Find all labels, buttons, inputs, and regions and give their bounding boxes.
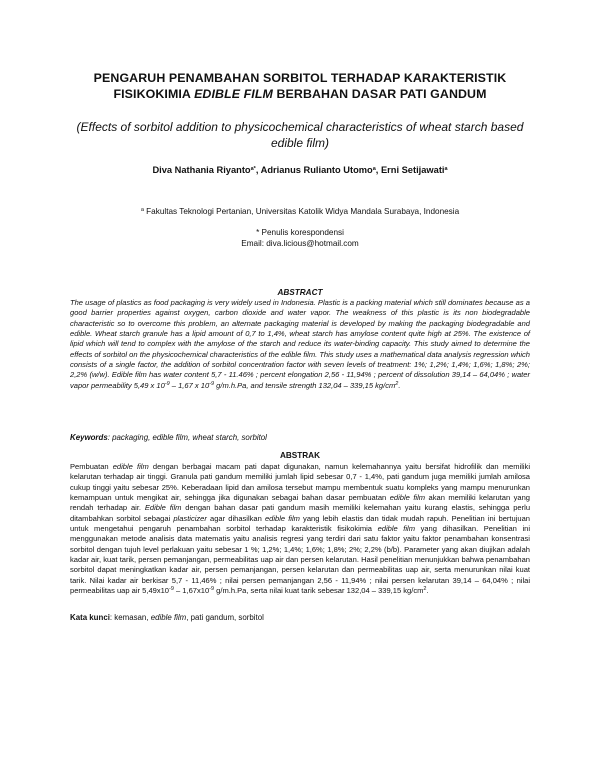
abstrak-exp: 2 [423, 586, 427, 593]
abstrak-em: plasticizer [173, 513, 207, 523]
abstract-mid-2: g/m.h.Pa, and tensile strength 132,04 – 339,15 kg/cm [214, 380, 396, 390]
abstrak-exp: -9 [169, 586, 174, 593]
abstrak-heading: ABSTRAK [279, 451, 321, 460]
abstract-heading: ABSTRACT [277, 288, 323, 297]
abstrak-part: g/m.h.Pa, serta nilai kuat tarik sebesar 132,04 – 339,15 kg/cm [214, 586, 424, 596]
abstrak-part: . [426, 586, 429, 596]
author-1-sup: a* [250, 166, 256, 172]
abstrak-part: agar dihasilkan [206, 513, 265, 523]
title-line-2-post: BERBAHAN DASAR PATI GANDUM [272, 87, 487, 101]
affiliation-sup: a [140, 207, 144, 213]
abstract-mid: – 1,67 x 10 [169, 380, 210, 390]
abstrak-exp: -9 [209, 586, 215, 593]
keywords-english [70, 433, 530, 443]
keywords-en-label: Keywords [70, 433, 108, 442]
abstrak-em: Edible film [144, 503, 182, 513]
abstract-exp-3: 2 [395, 380, 399, 387]
abstract-main: The usage of plastics as food packaging is very widely used in Indonesia. Plastic is a packing material which still dominates because as a good barrier properties against oxygen, carbon dioxide and water vapor. The weakness of this plastic is its non biodegradable characteristic so to overcome this problem, an alternate packaging material is developed by making the packaging biodegradable and edible. Wheat starch granule has a lipid amount of 0,7 to 1,4%, wheat starch has amylose content quite high at 25%. The existence of lipid which will tend to complex with the amylose of the starch and reduce its water-binding capacity. This study aimed to determine the effects of sorbitol on the physicochemical characteristics of the edible film. This study uses a mathematical data analysis regression which consists of a single factor, the addition of sorbitol concentration factor with seven levels of treatment: 1%; 1,2%; 1,4%; 1,6%; 1,8%; 2%; 2,2% (w/w). Edible film has water content 5,7 - 11.46% ; percent elongation 2,56 - 11,94% ; percent of dissolution 39,14 – 64,04% ; water vapor permeability 5,49 x 10 [70, 298, 530, 390]
abstrak-em: edible film [264, 513, 300, 523]
author-2-sup: a [372, 166, 376, 172]
title-line-2-pre: FISIKOKIMIA [113, 87, 195, 101]
abstrak-em: edible film [112, 462, 149, 471]
abstract-text [70, 298, 530, 391]
abstrak-part: yang lebih elastis dan tidak mudah rapuh. Penelitian ini bertujuan untuk mengetahui pengaruh penambahan sorbitol terhadap karakteristik fisikokimia [70, 513, 530, 534]
title-line-2-em: EDIBLE FILM [194, 87, 273, 101]
keywords-id-3: , pati gandum, sorbitol [186, 613, 264, 622]
paper-title [40, 70, 560, 102]
keywords-indonesian [70, 613, 530, 623]
author-2: , Adrianus Rulianto Utomo [255, 165, 373, 175]
abstract-end: . [398, 380, 401, 390]
author-list [40, 164, 560, 176]
corresponding-note: * Penulis korespondensi [256, 228, 344, 237]
affiliation-text: Fakultas Teknologi Pertanian, Universitas Katolik Widya Mandala Surabaya, Indonesia [143, 207, 460, 216]
author-3-sup: a [444, 166, 448, 172]
abstrak-part: yang dihasilkan. Penelitian ini menggunakan metode analisis data matematis yaitu analisis regresi yang terdiri dari satu faktor yaitu faktor penambahan konsentrasi sorbitol dengan tujuh level perlakuan yaitu sebesar 1 %; 1,2%; 1,4%; 1,6%; 1,8%; 2%; 2,2% (b/b). Parameter yang akan diujikan adalah kadar air, kuat tarik, persen pemanjangan, permeabilitas uap air dan persen kelarutan. Hasil penelitian menunjukkan bahwa penambahan sorbitol dapat meningkatkan kadar air, persen pemanjangan, persen kelarutan dan permeabilitas uap air, serta menurunkan nilai kuat tarik. Nilai kadar air berkisar 5,7 - 11,46% ; nilai persen pemanjangan 2,56 - 11,94% ; nilai persen kelarutan 39,14 – 64,04% ; nilai permeabilitas uap air 5,49x10 [70, 524, 530, 596]
abstrak-text [70, 462, 530, 596]
abstrak-part: akan memiliki kelarutan yang rendah terhadap air. [70, 493, 530, 513]
corresponding-email[interactable]: Email: diva.licious@hotmail.com [241, 239, 359, 248]
abstrak-part: Pembuatan [70, 462, 113, 471]
affiliation [40, 206, 560, 217]
keywords-id-1: : kemasan, [109, 613, 151, 622]
english-subtitle: (Effects of sorbitol addition to physicochemical characteristics of wheat starch based edible film) [76, 120, 524, 150]
corresponding-info [40, 227, 560, 249]
abstrak-em: edible film [389, 493, 426, 503]
abstrak-part: dengan berbagai macam pati dapat digunakan, namun kelemahannya yaitu bersifat hidrofilik dan memiliki kelarutan terhadap air tinggi. Granula pati gandum memiliki jumlah lipid sebesar 0,7 - 1,4%, pati gandum juga memiliki jumlah amilosa cukup tinggi yaitu sebesar 25%. Keberadaan lipid dan amilosa tersebut mampu membentuk suatu kompleks yang mampu menurunkan kemampuan untuk mengikat air, sehingga jika digunakan sebagai bahan dasar pembuatan [70, 462, 531, 503]
keywords-id-2: edible film [150, 613, 187, 622]
abstract-exp-1: -9 [164, 380, 170, 387]
abstract-exp-2: -9 [209, 380, 215, 387]
abstrak-part: dengan bahan dasar pati gandum masih memiliki kelemahan yaitu kurang elastis, sehingga perlu ditambahkan sorbitol sebagai [70, 503, 531, 523]
abstrak-part: – 1,67x10 [173, 586, 210, 596]
author-3: , Erni Setijawati [375, 165, 445, 175]
abstrak-em: edible film [377, 524, 416, 534]
title-line-1: PENGARUH PENAMBAHAN SORBITOL TERHADAP KARAKTERISTIK [93, 71, 507, 85]
author-1: Diva Nathania Riyanto [152, 165, 251, 175]
keywords-en-text: : packaging, edible film, wheat starch, sorbitol [107, 433, 267, 442]
keywords-id-label: Kata kunci [70, 613, 110, 622]
